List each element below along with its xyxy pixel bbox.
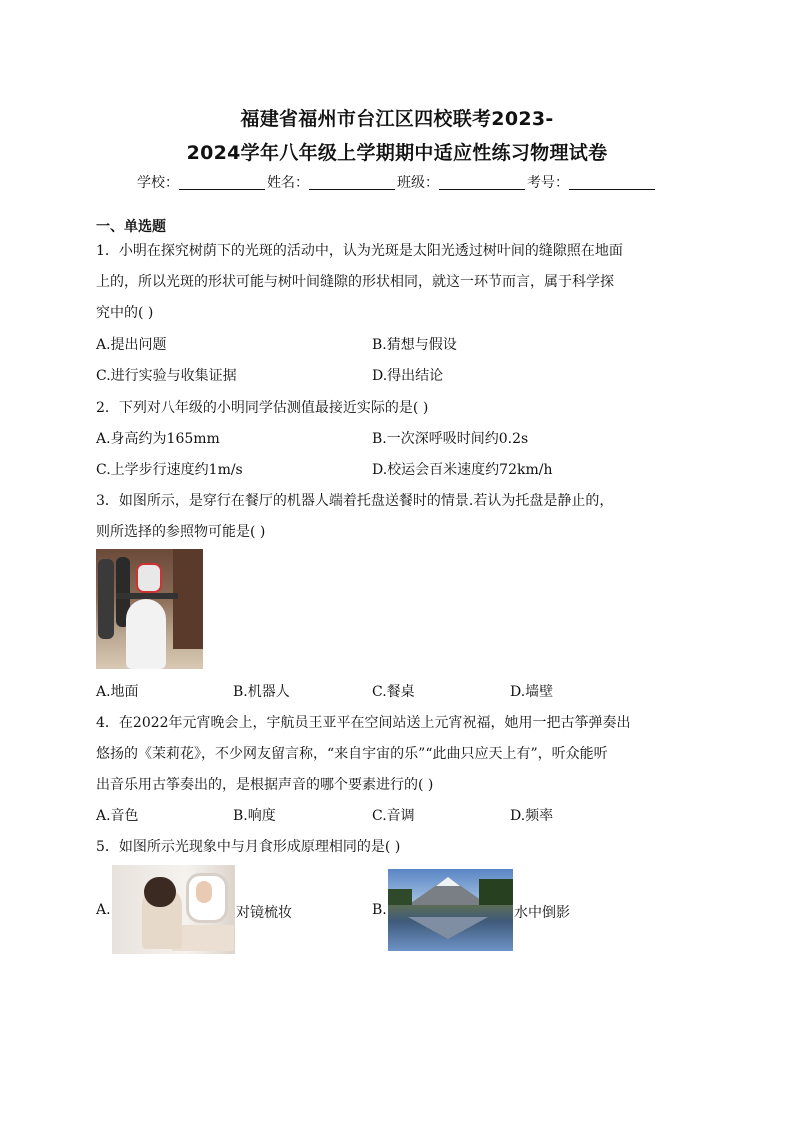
q1-line-1: 1．小明在探究树荫下的光斑的活动中，认为光斑是太阳光透过树叶间的缝隙照在地面 xyxy=(96,243,623,259)
q3-option-c: C.餐桌 xyxy=(372,684,415,700)
robot-photo xyxy=(96,549,203,669)
exam-no-label: 考号： xyxy=(527,175,569,191)
q4-option-d: D.频率 xyxy=(510,808,554,824)
q2-option-d: D.校运会百米速度约72km/h xyxy=(372,462,553,478)
q1-line-3: 究中的( ) xyxy=(96,305,154,321)
q5-option-b-letter: B. xyxy=(372,902,387,918)
q4-line-2: 悠扬的《茉莉花》，不少网友留言称，“来自宇宙的乐”“此曲只应天上有”，听众能听 xyxy=(96,746,608,762)
q1-option-b: B.猜想与假设 xyxy=(372,337,457,353)
q5-option-b-text: 水中倒影 xyxy=(514,905,570,921)
q2-option-a: A.身高约为165mm xyxy=(96,431,220,447)
lake-reflection-photo xyxy=(388,869,513,951)
school-blank xyxy=(179,175,265,190)
q4-line-1: 4．在2022年元宵晚会上，宇航员王亚平在空间站送上元宵祝福，她用一把古筝弹奏出 xyxy=(96,715,631,731)
q5-option-a-letter: A. xyxy=(96,902,111,918)
exam-title-line2: 2024学年八年级上学期期中适应性练习物理试卷 xyxy=(186,142,608,164)
q1-option-c: C.进行实验与收集证据 xyxy=(96,368,237,384)
class-label: 班级： xyxy=(397,175,439,191)
q3-line-2: 则所选择的参照物可能是( ) xyxy=(96,524,266,540)
q4-line-3: 出音乐用古筝奏出的，是根据声音的哪个要素进行的( ) xyxy=(96,777,434,793)
q1-line-2: 上的，所以光斑的形状可能与树叶间缝隙的形状相同，就这一环节而言，属于科学探 xyxy=(96,274,614,290)
q2-option-c: C.上学步行速度约1m/s xyxy=(96,462,243,478)
q3-option-a: A.地面 xyxy=(96,684,139,700)
q1-option-d: D.得出结论 xyxy=(372,368,444,384)
q3-line-1: 3．如图所示，是穿行在餐厅的机器人端着托盘送餐时的情景.若认为托盘是静止的， xyxy=(96,493,614,509)
section-heading: 一、单选题 xyxy=(96,219,166,235)
mirror-photo xyxy=(112,865,235,954)
exam-no-blank xyxy=(569,175,655,190)
q3-option-d: D.墙壁 xyxy=(510,684,554,700)
q1-option-a: A.提出问题 xyxy=(96,337,167,353)
q4-option-b: B.响度 xyxy=(233,808,276,824)
q4-option-a: A.音色 xyxy=(96,808,139,824)
q5-line-1: 5．如图所示光现象中与月食形成原理相同的是( ) xyxy=(96,839,401,855)
student-info-line xyxy=(0,172,794,192)
q3-option-b: B.机器人 xyxy=(233,684,290,700)
class-blank xyxy=(439,175,525,190)
name-label: 姓名： xyxy=(267,175,309,191)
q4-option-c: C.音调 xyxy=(372,808,415,824)
q5-option-a-text: 对镜梳妆 xyxy=(236,905,292,921)
q2-line-1: 2．下列对八年级的小明同学估测值最接近实际的是( ) xyxy=(96,400,429,416)
name-blank xyxy=(309,175,395,190)
school-label: 学校： xyxy=(137,175,179,191)
q2-option-b: B.一次深呼吸时间约0.2s xyxy=(372,431,529,447)
exam-title-line1: 福建省福州市台江区四校联考2023- xyxy=(240,108,554,130)
